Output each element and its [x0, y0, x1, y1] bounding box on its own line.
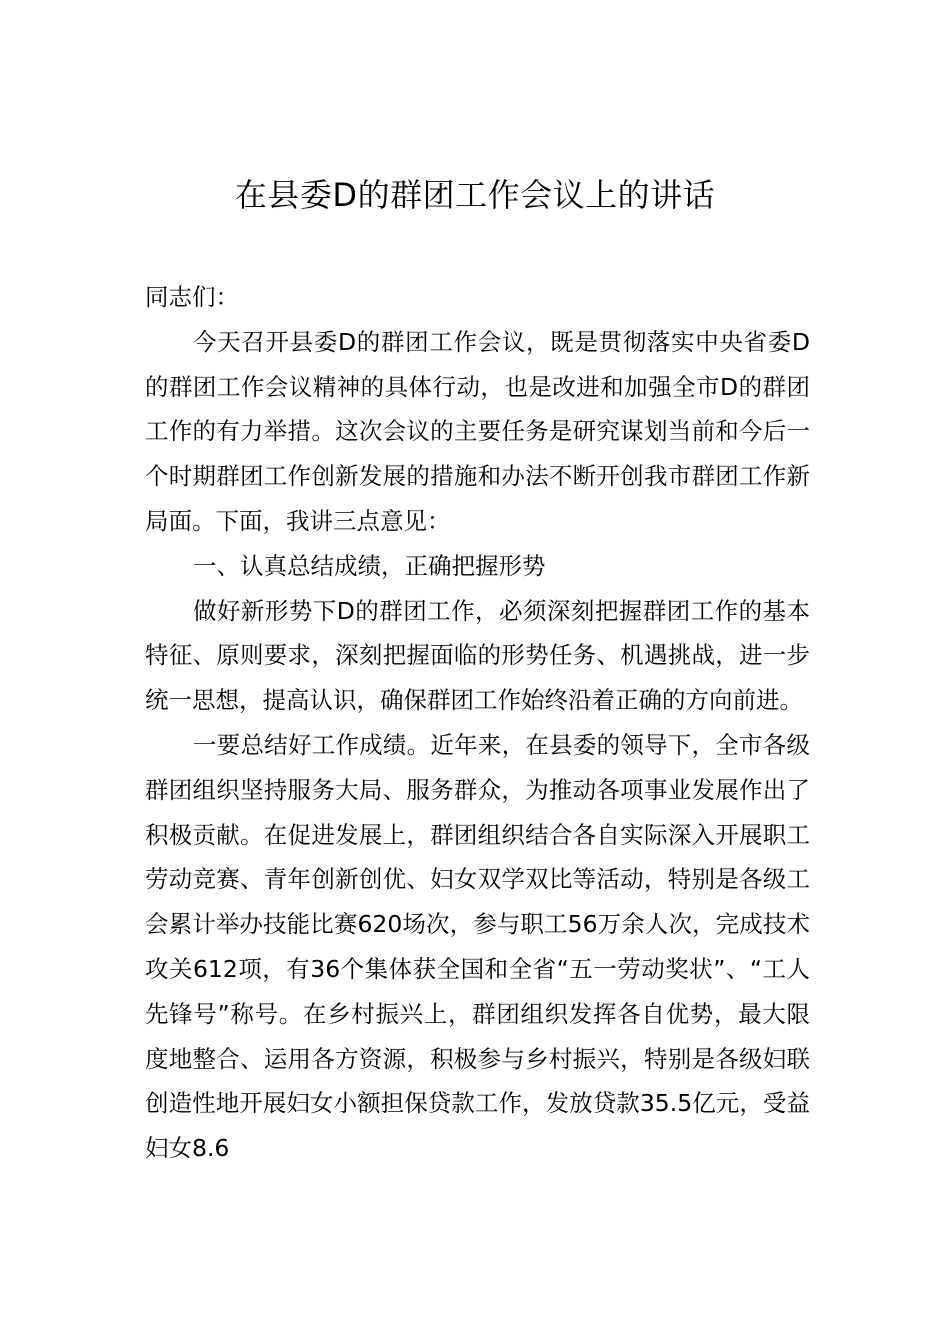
section-heading: 一、认真总结成绩，正确把握形势 [193, 551, 546, 580]
document-title: 在县委D的群团工作会议上的讲话 [234, 176, 716, 214]
paragraph-section-intro: 做好新形势下D的群团工作，必须深刻把握群团工作的基本特征、原则要求，深刻把握面临的形势任务、机遇挑战，进一步统一思想，提高认识，确保群团工作始终沿着正确的方向前进。 [145, 596, 810, 715]
paragraph-intro: 今天召开县委D的群团工作会议，既是贯彻落实中央省委D的群团工作会议精神的具体行动，也是改进和加强全市D的群团工作的有力举措。这次会议的主要任务是研究谋划当前和今后一个时期群团工作创新发展的措施和办法不断开创我市群团工作新局面。下面，我讲三点意见： [145, 327, 810, 535]
document-body [145, 275, 810, 1171]
salutation: 同志们： [145, 283, 239, 311]
paragraph-achievements: 一要总结好工作成绩。近年来，在县委的领导下，全市各级群团组织坚持服务大局、服务群众，为推动各项事业发展作出了积极贡献。在促进发展上，群团组织结合各自实际深入开展职工劳动竞赛、青年创新创优、妇女双学双比等活动，特别是各级工会累计举办技能比赛620场次，参与职工56万余人次，完成技术攻关612项，有36个集体获全国和全省“五一劳动奖状”、“工人先锋号”称号。在乡村振兴上，群团组织发挥各自优势，最大限度地整合、运用各方资源，积极参与乡村振兴，特别是各级妇联创造性地开展妇女小额担保贷款工作，发放贷款35.5亿元，受益妇女8.6 [145, 730, 810, 1163]
